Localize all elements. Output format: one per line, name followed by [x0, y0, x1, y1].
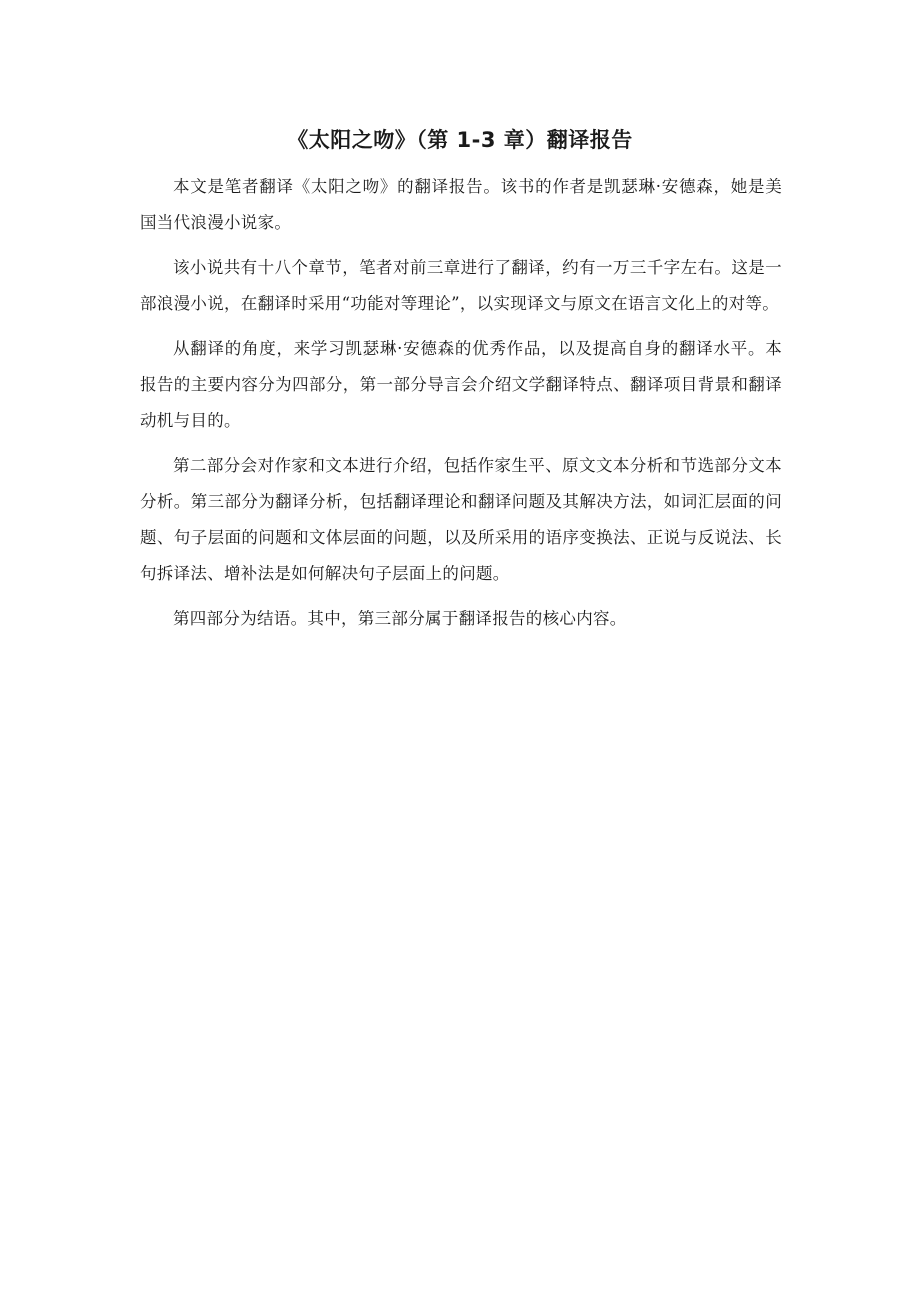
paragraph-2: 该小说共有十八个章节，笔者对前三章进行了翻译，约有一万三千字左右。这是一部浪漫小说，在翻译时采用“功能对等理论”，以实现译文与原文在语言文化上的对等。	[140, 258, 782, 313]
paragraph-4: 第二部分会对作家和文本进行介绍，包括作家生平、原文文本分析和节选部分文本分析。第三部分为翻译分析，包括翻译理论和翻译问题及其解决方法，如词汇层面的问题、句子层面的问题和文体层面的问题，以及所采用的语序变换法、正说与反说法、长句拆译法、增补法是如何解决句子层面上的问题。	[140, 456, 782, 583]
paragraph-5: 第四部分为结语。其中，第三部分属于翻译报告的核心内容。	[173, 609, 627, 628]
document-body	[140, 169, 782, 646]
document-title: 《太阳之吻》（第 1-3 章）翻译报告	[287, 128, 633, 152]
paragraph-1: 本文是笔者翻译《太阳之吻》的翻译报告。该书的作者是凯瑟琳·安德森，她是美国当代浪漫小说家。	[140, 177, 782, 232]
paragraph-3: 从翻译的角度，来学习凯瑟琳·安德森的优秀作品，以及提高自身的翻译水平。本报告的主要内容分为四部分，第一部分导言会介绍文学翻译特点、翻译项目背景和翻译动机与目的。	[140, 339, 782, 430]
